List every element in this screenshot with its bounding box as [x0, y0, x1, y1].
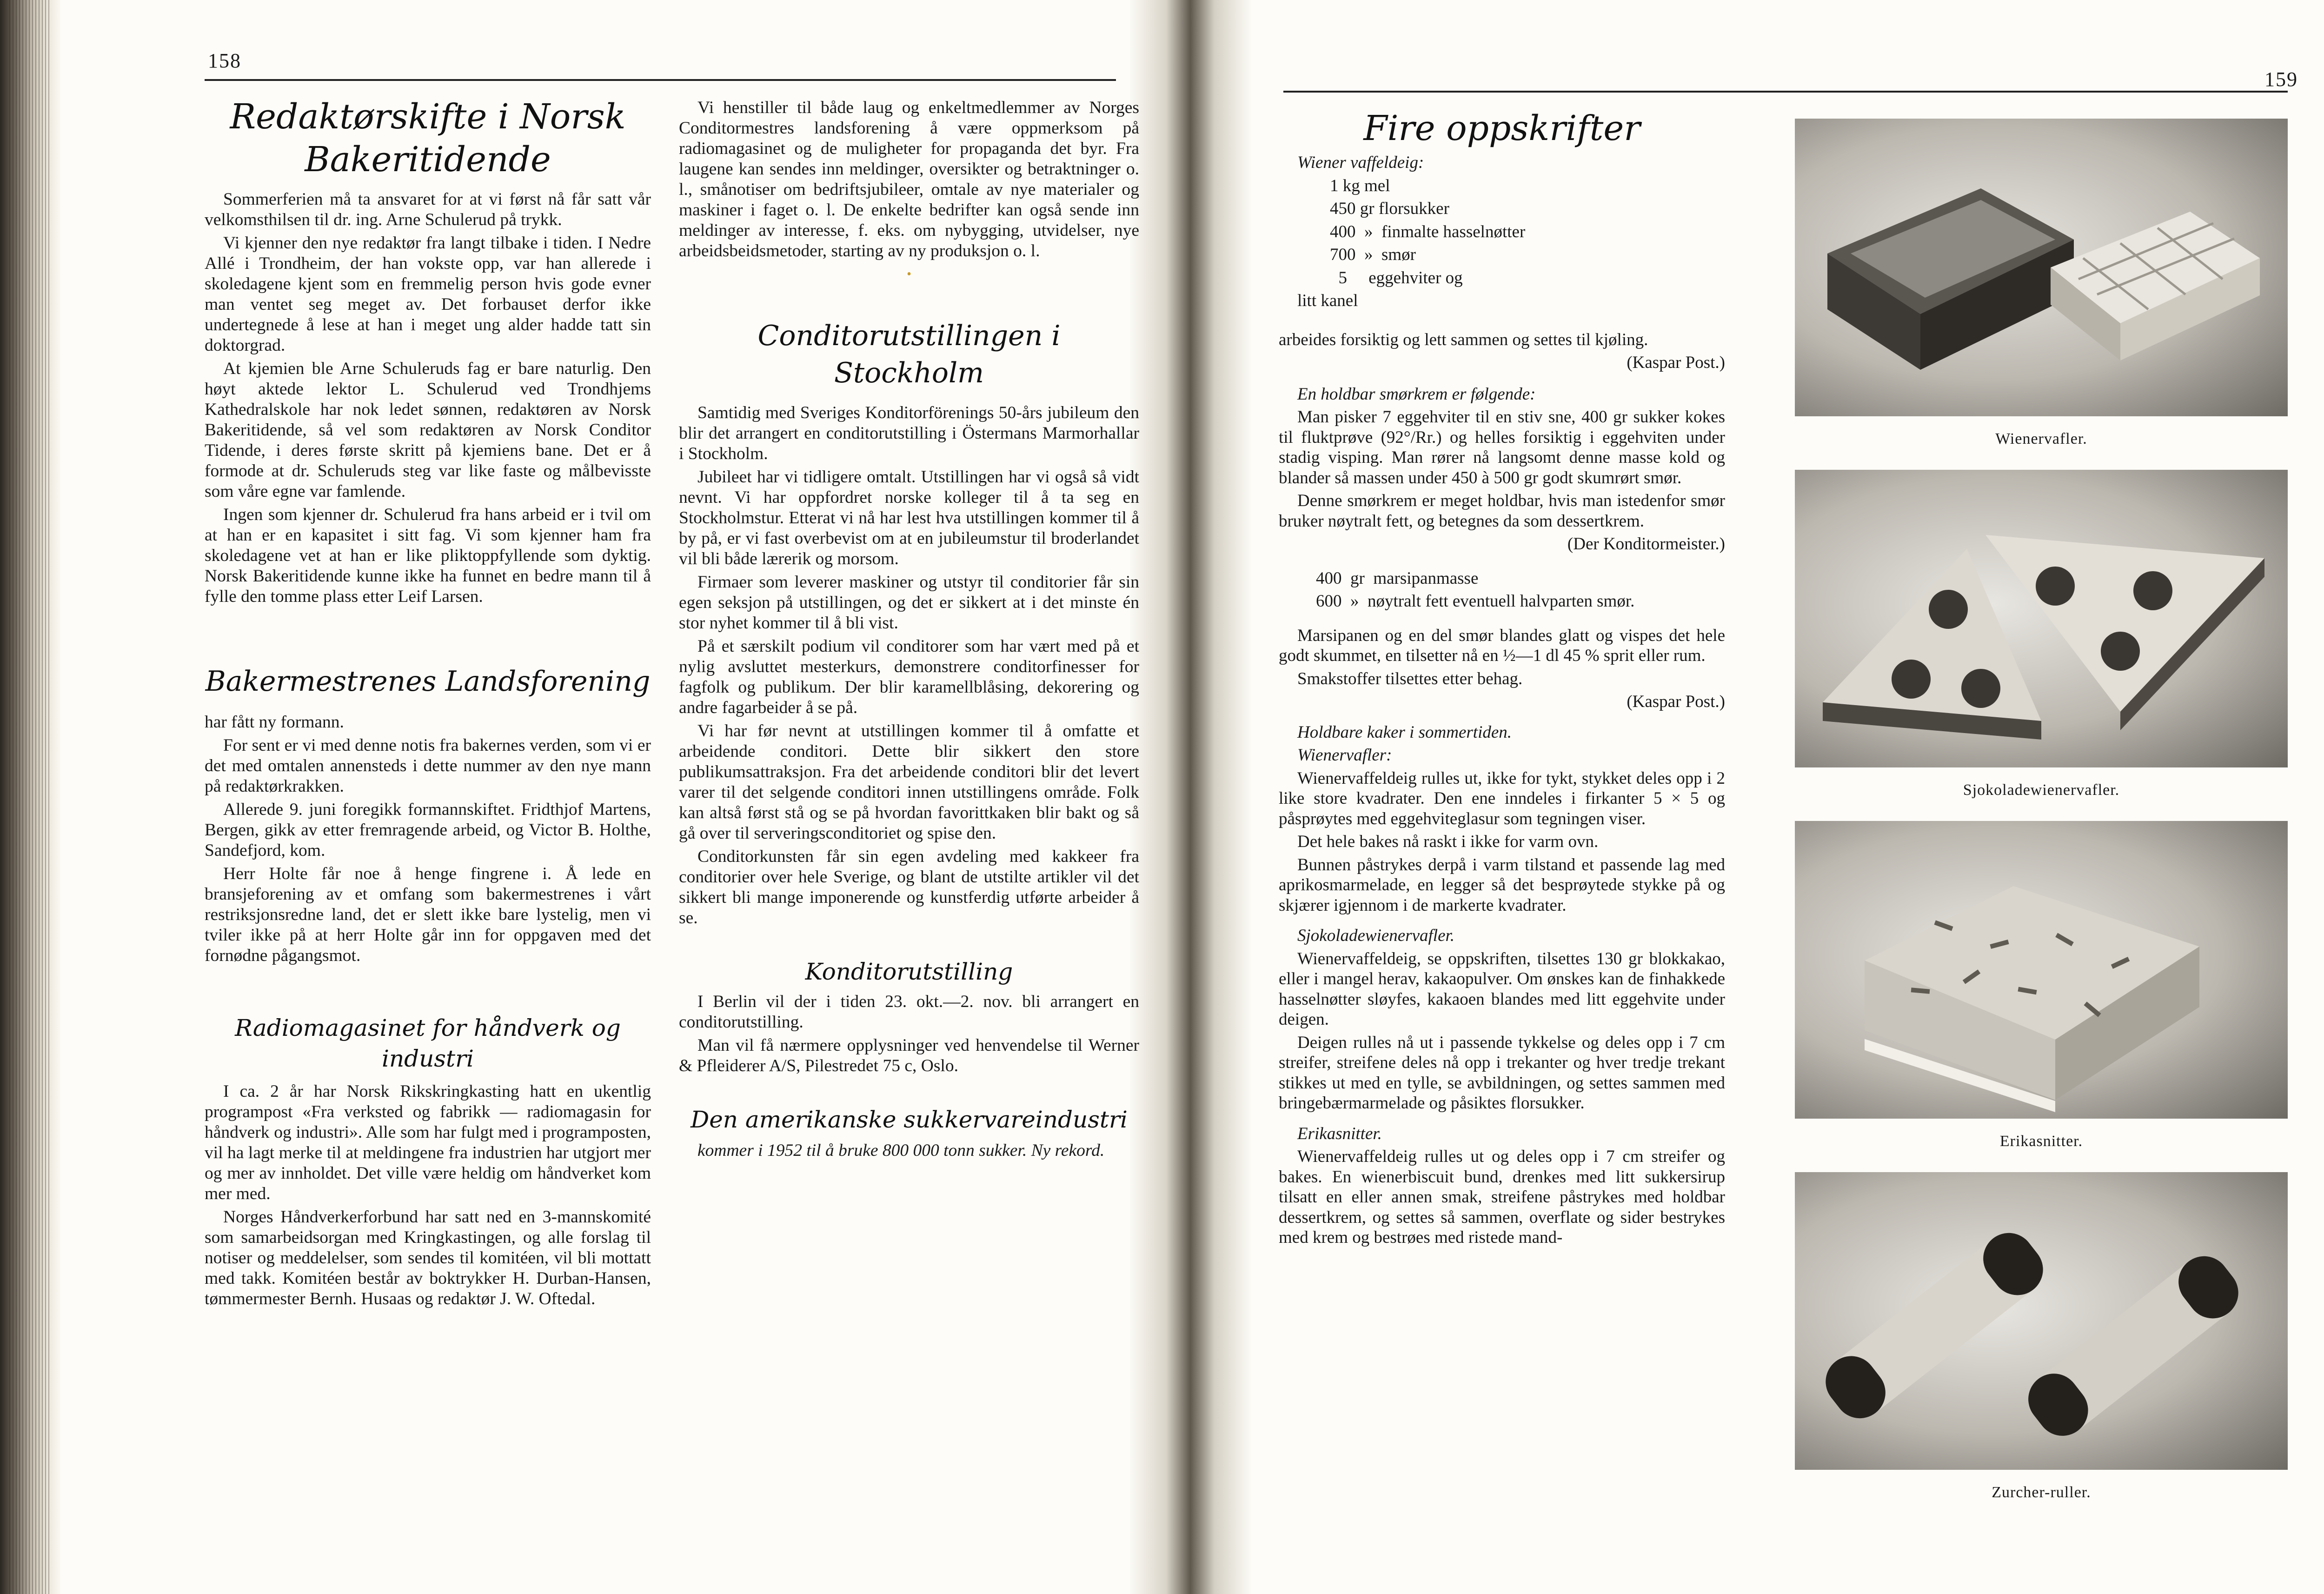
recipe-heading: Erikasnitter.	[1297, 1124, 1382, 1143]
paragraph: Deigen rulles nå ut i passende tykkelse og deles opp i 7 cm streifer, streifene deles nå opp i trekanter og hver tredje trekant stikkes ut med en tylle, se avbildningen, og settes sammen med bringebærmarmelade og påsiktes florsukker.	[1279, 1033, 1725, 1113]
paragraph: For sent er vi med denne notis fra bakernes verden, som vi er det med omtalen annensteds i dette nummer av den nye mann på redaktørkrakken.	[205, 736, 651, 796]
paragraph: Vi har før nevnt at utstillingen kommer til å omfatte et arbeidende conditori. Dette blir sikkert den store publikumsattraksjon. Fra det arbeidende conditori blir det levert varer til det selgende conditori innen utstillingens område. Folk kan altså først stå og se på hvordan favorittkaken blir bakt og så gå over til serveringsconditoriet og spise den.	[679, 721, 1139, 843]
paragraph: har fått ny formann.	[205, 713, 344, 732]
source-credit: (Der Konditormeister.)	[1567, 534, 1725, 554]
ingredient: 450 gr florsukker	[1330, 199, 1449, 218]
paragraph: Firmaer som leverer maskiner og utstyr til conditorier får sin egen seksjon på utstillingen, og det er sikkert at i det minste én stor nyhet kommer til å bli vist.	[679, 573, 1139, 633]
paragraph: I Berlin vil der i tiden 23. okt.—2. nov. bli arrangert en conditorutstilling.	[679, 992, 1139, 1032]
photo-caption: Erikasnitter.	[1999, 1133, 2083, 1150]
article-title: Bakermestrenes Landsforening	[205, 665, 651, 698]
header-rule-left	[205, 79, 1116, 81]
paragraph: Wienervaffeldeig rulles ut, ikke for tykt, stykket deles opp i 2 like store kvadrater. Den ene inndeles i firkanter 5 × 5 og påsprøytes med eggehviteglasur som tegningen viser.	[1279, 768, 1725, 828]
ingredient: 600 » nøytralt fett eventuell halvparten smør.	[1316, 592, 1635, 611]
book-gutter	[1130, 0, 1251, 1594]
ingredient: 5 eggehviter og	[1330, 268, 1463, 287]
ingredient: 400 gr marsipanmasse	[1316, 568, 1479, 588]
ingredient-list	[1279, 176, 1725, 311]
right-text-column	[1279, 107, 1725, 1251]
paragraph: Man vil få nærmere opplysninger ved henvendelse til Werner & Pfleiderer A/S, Pilestredet 75 c, Oslo.	[679, 1036, 1139, 1075]
page-number-left: 158	[208, 49, 241, 72]
article-title: Fire oppskrifter	[1363, 108, 1640, 148]
erikasnitter-photo	[1795, 821, 2288, 1119]
ingredient: 1 kg mel	[1330, 176, 1390, 195]
ingredient: litt kanel	[1297, 291, 1358, 310]
recipe-heading: Wiener vaffeldeig:	[1297, 153, 1424, 172]
paragraph: Samtidig med Sveriges Konditorförenings 50-års jubileum den blir det arrangert en conditorutstilling i Östermans Marmorhallar i Stockholm.	[679, 403, 1139, 463]
article-title: Bakeritidende	[305, 140, 551, 180]
ingredient: 700 » smør	[1330, 245, 1416, 264]
source-credit: (Kaspar Post.)	[1627, 692, 1725, 711]
source-credit: (Kaspar Post.)	[1627, 353, 1725, 372]
paragraph: Ingen som kjenner dr. Schulerud fra hans arbeid er i tvil om at han er en kapasitet i sitt fag. Vi som kjenner ham fra skoledagene vet at han er like pliktoppfyllende som dyktig. Norsk Bakeritidende kunne ikke ha funnet en bedre mann til å fylle den tomme plass etter Leif Larsen.	[205, 505, 651, 606]
article-title: Radiomagasinet for håndverk og industri	[235, 1014, 621, 1072]
ingredient: 400 » finmalte hasselnøtter	[1330, 222, 1526, 241]
left-column-2	[679, 98, 1139, 1164]
paragraph: Man pisker 7 eggehviter til en stiv sne, 400 gr sukker kokes til fluktprøve (92°/Rr.) og helles forsiktig i eggehviten under stadig visping. Man rører nå langsomt denne masse kold og blander så massen under 450 à 500 gr godt skumrørt smør.	[1279, 407, 1725, 487]
paragraph: Vi henstiller til både laug og enkeltmedlemmer av Norges Conditormestres landsforening å være oppmerksom på radiomagasinet og de muligheter for propaganda det byr. Fra laugene kan sendes inn meldinger, oversikter og betraktninger o. l., smånotiser om bedriftsjubileer, omtale av nye materialer og maskiner i faget o. l. De enkelte bedrifter kan også sende inn meldinger av interesse, f. eks. om nybygging, utvidelser, nye arbeidsbeidsmetoder, starting av ny produksjon o. l.	[679, 98, 1139, 260]
sjokoladewienervafler-photo	[1795, 470, 2288, 767]
paragraph: På et særskilt podium vil conditorer som har vært med på et nylig avsluttet mesterkurs, demonstrere conditorfinesser for fagfolk og publikum. Der blir karamellblåsing, dekorering og andre fagarbeider å se på.	[679, 637, 1139, 717]
paragraph: Herr Holte får noe å henge fingrene i. Å lede en bransjeforening av et omfang som bakermestrenes i vårt restriksjonsredne land, det er slett ikke bare lystelig, men vi tviler ikke på at herr Holte går inn for oppgaven med det fornødne pågangsmot.	[205, 864, 651, 965]
paragraph: Conditorkunsten får sin egen avdeling med kakkeer fra conditorier over hele Sverige, og blant de utstilte artikler vil det sikkert bli mange imponerende og kunstferdig utførte arbeider å se.	[679, 847, 1139, 927]
recipe-heading: En holdbar smørkrem er følgende:	[1297, 384, 1536, 404]
article-title: Den amerikanske sukkervareindustri	[691, 1106, 1128, 1133]
left-column-1	[205, 91, 651, 1312]
article-title: Konditorutstilling	[805, 958, 1013, 985]
paragraph: At kjemien ble Arne Schuleruds fag er bare naturlig. Den høyt aktede lektor L. Schulerud ved Trondhjems Kathedralskole har nok ledet sønnen, redaktøren av Norsk Bakeritidende, så vel som redaktøren av Norsk Conditor Tidende, i deres første skritt på kjemiens bane. Det er å formode at dr. Schuleruds steg var like faste og målbevisste som våre egne var famlende.	[205, 359, 651, 501]
paragraph: I ca. 2 år har Norsk Rikskringkasting hatt en ukentlig programpost «Fra verksted og fabrikk — radiomagasin for håndverk og industri». Alle som har fulgt med i programposten, vil ha lagt merke til at meldingene fra industrien har utgjort mer og mer av innholdet. Det ville være heldig om håndverket kom mer med.	[205, 1082, 651, 1203]
ingredient-list	[1279, 568, 1725, 612]
zurcher-ruller-photo	[1795, 1172, 2288, 1470]
paragraph: Wienervaffeldeig, se oppskriften, tilsettes 130 gr blokkakao, eller i mangel herav, kakaopulver. Om ønskes kan de finhakkede hasselnøtter sløyfes, kakaoen blandes med litt eggehvite under deigen.	[1279, 949, 1725, 1029]
paragraph: kommer i 1952 til å bruke 800 000 tonn sukker. Ny rekord.	[697, 1141, 1105, 1160]
photo-caption: Sjokoladewienervafler.	[1963, 781, 2120, 799]
article-title: Redaktørskifte i Norsk	[230, 97, 626, 137]
header-rule-right	[1283, 91, 2288, 93]
paragraph: arbeides forsiktig og lett sammen og settes til kjøling.	[1279, 330, 1648, 349]
paragraph: Wienervaffeldeig rulles ut og deles opp i 7 cm streifer og bakes. En wienerbiscuit bund, drenkes med litt sukkersirup tilsatt en eller annen smak, streifene påstrykes med holdbar dessertkrem, og settes så sammen, overflate og sider bestrykes med krem og bestrøes med ristede mand-	[1279, 1147, 1725, 1247]
ornament: •	[907, 267, 911, 281]
wienervafler-photo	[1795, 119, 2288, 416]
photo-caption: Zurcher-ruller.	[1992, 1484, 2091, 1501]
paragraph: Vi kjenner den nye redaktør fra langt tilbake i tiden. I Nedre Allé i Trondheim, der han vokste opp, var han allerede i skoledagene kjent som en fremmelig person hvis gode evner man ventet seg meget av. Det forbauset derfor ikke undertegnede å lese at han i meget ung alder hadde tatt sin doktorgrad.	[205, 233, 651, 355]
paragraph: Smakstoffer tilsettes etter behag.	[1297, 669, 1523, 688]
paragraph: Sommerferien må ta ansvaret for at vi først nå får satt vår velkomsthilsen til dr. ing. Arne Schulerud på trykk.	[205, 190, 651, 229]
recipe-heading: Sjokoladewienervafler.	[1297, 926, 1455, 945]
paragraph: Marsipanen og en del smør blandes glatt og vispes det hele godt skummet, en tilsetter nå en ½—1 dl 45 % sprit eller rum.	[1279, 626, 1725, 665]
paragraph: Denne smørkrem er meget holdbar, hvis man istedenfor smør bruker nøytralt fett, og betegnes da som dessertkrem.	[1279, 491, 1725, 531]
paragraph: Jubileet har vi tidligere omtalt. Utstillingen har vi også så vidt nevnt. Vi har oppfordret norske kolleger til å ta seg en Stockholmstur. Etterat vi nå har lest hva utstillingen kommer til å by på, er vi fast overbevist om at en jubileumstur til broderlandet vil bli både lærerik og morsom.	[679, 467, 1139, 568]
paragraph: Det hele bakes nå raskt i ikke for varm ovn.	[1297, 832, 1599, 851]
article-title: Conditorutstillingen i Stockholm	[757, 320, 1061, 389]
recipe-heading: Wienervafler:	[1297, 746, 1392, 765]
recipe-heading: Holdbare kaker i sommertiden.	[1297, 722, 1512, 742]
book-edge	[0, 0, 60, 1594]
photo-caption: Wienervafler.	[1995, 430, 2087, 447]
page-number-right: 159	[2264, 68, 2298, 91]
paragraph: Norges Håndverkerforbund har satt ned en 3-mannskomité som samarbeidsorgan med Kringkastingen, og alle forslag til notiser og meddelelser, som sendes til komitéen, vil bli mottatt med takk. Komitéen består av boktrykker H. Durban-Hansen, tømmermester Bernh. Husaas og redaktør J. W. Oftedal.	[205, 1207, 651, 1308]
paragraph: Bunnen påstrykes derpå i varm tilstand et passende lag med aprikosmarmelade, en legger så det besprøytede stykke på og skjærer igjennom i de markerte kvadrater.	[1279, 855, 1725, 915]
paragraph: Allerede 9. juni foregikk formannskiftet. Fridthjof Martens, Bergen, gikk av etter fremragende arbeid, og Victor B. Holthe, Sandefjord, kom.	[205, 800, 651, 860]
